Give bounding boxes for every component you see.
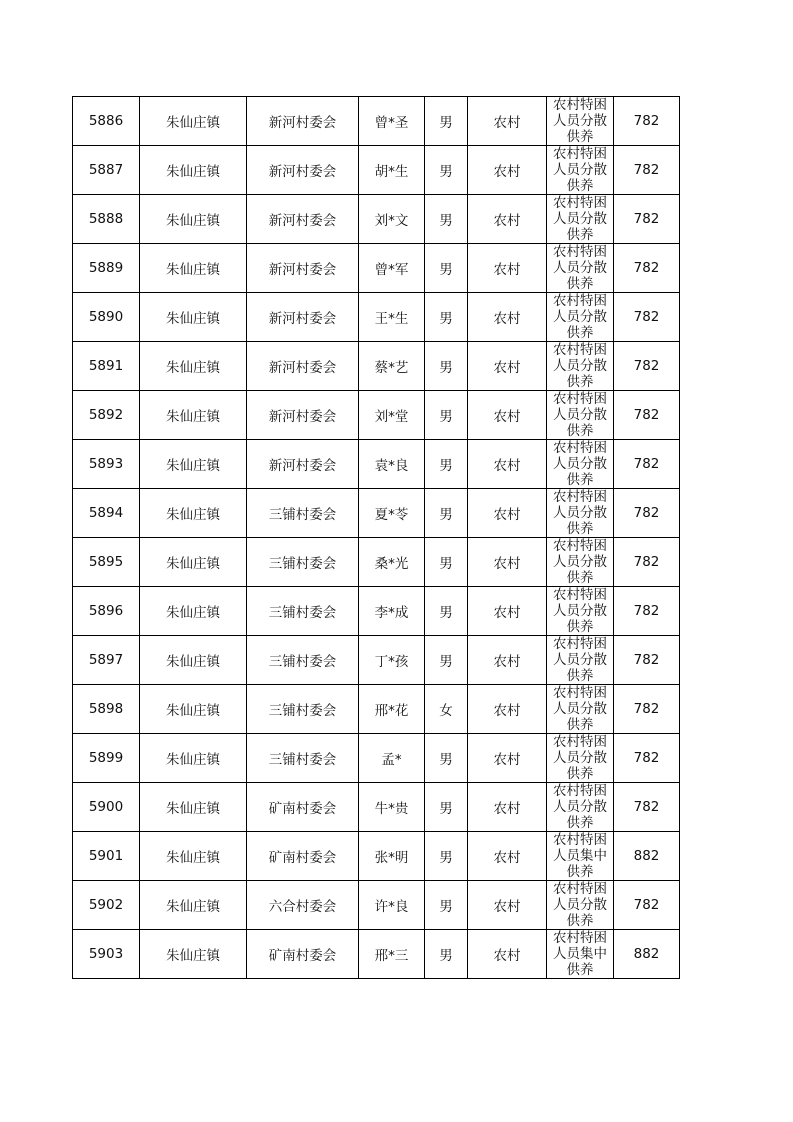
amount-cell: 782 xyxy=(614,391,680,440)
village-cell: 三铺村委会 xyxy=(247,489,359,538)
category-text: 农村特困人员分散供养 xyxy=(553,244,607,292)
category-cell xyxy=(547,293,614,342)
row-number: 5894 xyxy=(73,489,140,538)
category-text: 农村特困人员集中供养 xyxy=(553,832,607,880)
row-number: 5900 xyxy=(73,783,140,832)
category-cell xyxy=(547,881,614,930)
table-row xyxy=(73,734,680,783)
category-cell xyxy=(547,244,614,293)
gender-cell: 男 xyxy=(425,538,468,587)
table-row xyxy=(73,489,680,538)
town-cell: 朱仙庄镇 xyxy=(140,97,247,146)
person-name-cell: 邢*三 xyxy=(359,930,425,979)
gender-cell: 男 xyxy=(425,636,468,685)
category-text: 农村特困人员分散供养 xyxy=(553,195,607,243)
village-cell: 新河村委会 xyxy=(247,97,359,146)
village-cell: 新河村委会 xyxy=(247,244,359,293)
person-name-cell: 曾*军 xyxy=(359,244,425,293)
gender-cell: 男 xyxy=(425,734,468,783)
town-cell: 朱仙庄镇 xyxy=(140,832,247,881)
category-text: 农村特困人员分散供养 xyxy=(553,342,607,390)
amount-cell: 782 xyxy=(614,587,680,636)
area-cell: 农村 xyxy=(468,146,547,195)
town-cell: 朱仙庄镇 xyxy=(140,636,247,685)
row-number: 5889 xyxy=(73,244,140,293)
records-body xyxy=(73,97,680,979)
table-row xyxy=(73,636,680,685)
person-name-cell: 夏*苓 xyxy=(359,489,425,538)
town-cell: 朱仙庄镇 xyxy=(140,538,247,587)
row-number: 5890 xyxy=(73,293,140,342)
amount-cell: 782 xyxy=(614,97,680,146)
category-cell xyxy=(547,685,614,734)
row-number: 5899 xyxy=(73,734,140,783)
amount-cell: 782 xyxy=(614,636,680,685)
row-number: 5886 xyxy=(73,97,140,146)
category-cell xyxy=(547,832,614,881)
table-row xyxy=(73,930,680,979)
area-cell: 农村 xyxy=(468,391,547,440)
category-cell xyxy=(547,97,614,146)
table-row xyxy=(73,391,680,440)
person-name-cell: 邢*花 xyxy=(359,685,425,734)
table-row xyxy=(73,440,680,489)
person-name-cell: 曾*圣 xyxy=(359,97,425,146)
row-number: 5896 xyxy=(73,587,140,636)
gender-cell: 男 xyxy=(425,97,468,146)
gender-cell: 男 xyxy=(425,391,468,440)
area-cell: 农村 xyxy=(468,97,547,146)
category-cell xyxy=(547,489,614,538)
area-cell: 农村 xyxy=(468,489,547,538)
village-cell: 新河村委会 xyxy=(247,195,359,244)
person-name-cell: 袁*良 xyxy=(359,440,425,489)
category-text: 农村特困人员分散供养 xyxy=(553,734,607,782)
village-cell: 三铺村委会 xyxy=(247,685,359,734)
table-row xyxy=(73,685,680,734)
category-cell xyxy=(547,342,614,391)
row-number: 5903 xyxy=(73,930,140,979)
area-cell: 农村 xyxy=(468,293,547,342)
gender-cell: 男 xyxy=(425,587,468,636)
amount-cell: 782 xyxy=(614,440,680,489)
village-cell: 三铺村委会 xyxy=(247,538,359,587)
amount-cell: 782 xyxy=(614,685,680,734)
amount-cell: 782 xyxy=(614,342,680,391)
gender-cell: 男 xyxy=(425,440,468,489)
table-row xyxy=(73,881,680,930)
town-cell: 朱仙庄镇 xyxy=(140,391,247,440)
person-name-cell: 丁*孩 xyxy=(359,636,425,685)
person-name-cell: 刘*文 xyxy=(359,195,425,244)
town-cell: 朱仙庄镇 xyxy=(140,783,247,832)
gender-cell: 男 xyxy=(425,146,468,195)
person-name-cell: 蔡*艺 xyxy=(359,342,425,391)
category-text: 农村特困人员分散供养 xyxy=(553,293,607,341)
area-cell: 农村 xyxy=(468,636,547,685)
gender-cell: 男 xyxy=(425,832,468,881)
amount-cell: 782 xyxy=(614,881,680,930)
town-cell: 朱仙庄镇 xyxy=(140,146,247,195)
village-cell: 矿南村委会 xyxy=(247,832,359,881)
person-name-cell: 孟* xyxy=(359,734,425,783)
amount-cell: 782 xyxy=(614,538,680,587)
person-name-cell: 刘*堂 xyxy=(359,391,425,440)
village-cell: 新河村委会 xyxy=(247,293,359,342)
town-cell: 朱仙庄镇 xyxy=(140,881,247,930)
area-cell: 农村 xyxy=(468,734,547,783)
area-cell: 农村 xyxy=(468,195,547,244)
person-name-cell: 李*成 xyxy=(359,587,425,636)
town-cell: 朱仙庄镇 xyxy=(140,489,247,538)
category-text: 农村特困人员集中供养 xyxy=(553,930,607,978)
area-cell: 农村 xyxy=(468,930,547,979)
category-text: 农村特困人员分散供养 xyxy=(553,636,607,684)
village-cell: 新河村委会 xyxy=(247,391,359,440)
row-number: 5898 xyxy=(73,685,140,734)
town-cell: 朱仙庄镇 xyxy=(140,440,247,489)
person-name-cell: 张*明 xyxy=(359,832,425,881)
category-cell xyxy=(547,930,614,979)
gender-cell: 男 xyxy=(425,195,468,244)
area-cell: 农村 xyxy=(468,538,547,587)
village-cell: 六合村委会 xyxy=(247,881,359,930)
area-cell: 农村 xyxy=(468,244,547,293)
table-row xyxy=(73,342,680,391)
category-text: 农村特困人员分散供养 xyxy=(553,538,607,586)
row-number: 5888 xyxy=(73,195,140,244)
amount-cell: 782 xyxy=(614,293,680,342)
town-cell: 朱仙庄镇 xyxy=(140,293,247,342)
table-row xyxy=(73,195,680,244)
town-cell: 朱仙庄镇 xyxy=(140,685,247,734)
category-cell xyxy=(547,783,614,832)
category-text: 农村特困人员分散供养 xyxy=(553,685,607,733)
table-row xyxy=(73,293,680,342)
amount-cell: 882 xyxy=(614,930,680,979)
category-cell xyxy=(547,587,614,636)
category-text: 农村特困人员分散供养 xyxy=(553,587,607,635)
category-cell xyxy=(547,195,614,244)
town-cell: 朱仙庄镇 xyxy=(140,195,247,244)
amount-cell: 782 xyxy=(614,783,680,832)
person-name-cell: 桑*光 xyxy=(359,538,425,587)
row-number: 5893 xyxy=(73,440,140,489)
row-number: 5891 xyxy=(73,342,140,391)
table-row xyxy=(73,832,680,881)
village-cell: 新河村委会 xyxy=(247,440,359,489)
area-cell: 农村 xyxy=(468,685,547,734)
amount-cell: 782 xyxy=(614,489,680,538)
gender-cell: 男 xyxy=(425,489,468,538)
row-number: 5895 xyxy=(73,538,140,587)
category-cell xyxy=(547,734,614,783)
category-cell xyxy=(547,636,614,685)
gender-cell: 男 xyxy=(425,342,468,391)
village-cell: 矿南村委会 xyxy=(247,783,359,832)
gender-cell: 女 xyxy=(425,685,468,734)
area-cell: 农村 xyxy=(468,881,547,930)
village-cell: 三铺村委会 xyxy=(247,734,359,783)
town-cell: 朱仙庄镇 xyxy=(140,244,247,293)
category-text: 农村特困人员分散供养 xyxy=(553,146,607,194)
category-text: 农村特困人员分散供养 xyxy=(553,783,607,831)
gender-cell: 男 xyxy=(425,930,468,979)
area-cell: 农村 xyxy=(468,440,547,489)
category-text: 农村特困人员分散供养 xyxy=(553,391,607,439)
category-text: 农村特困人员分散供养 xyxy=(553,881,607,929)
records-table xyxy=(72,96,680,979)
person-name-cell: 王*生 xyxy=(359,293,425,342)
category-text: 农村特困人员分散供养 xyxy=(553,97,607,145)
area-cell: 农村 xyxy=(468,783,547,832)
gender-cell: 男 xyxy=(425,783,468,832)
table-row xyxy=(73,783,680,832)
village-cell: 三铺村委会 xyxy=(247,587,359,636)
category-cell xyxy=(547,391,614,440)
village-cell: 三铺村委会 xyxy=(247,636,359,685)
category-cell xyxy=(547,538,614,587)
table-row xyxy=(73,244,680,293)
person-name-cell: 胡*生 xyxy=(359,146,425,195)
area-cell: 农村 xyxy=(468,342,547,391)
area-cell: 农村 xyxy=(468,832,547,881)
area-cell: 农村 xyxy=(468,587,547,636)
amount-cell: 782 xyxy=(614,146,680,195)
category-text: 农村特困人员分散供养 xyxy=(553,440,607,488)
category-text: 农村特困人员分散供养 xyxy=(553,489,607,537)
gender-cell: 男 xyxy=(425,881,468,930)
row-number: 5887 xyxy=(73,146,140,195)
table-row xyxy=(73,146,680,195)
town-cell: 朱仙庄镇 xyxy=(140,930,247,979)
village-cell: 新河村委会 xyxy=(247,342,359,391)
table-row xyxy=(73,97,680,146)
category-cell xyxy=(547,146,614,195)
gender-cell: 男 xyxy=(425,244,468,293)
amount-cell: 782 xyxy=(614,734,680,783)
person-name-cell: 牛*贵 xyxy=(359,783,425,832)
gender-cell: 男 xyxy=(425,293,468,342)
table-row xyxy=(73,538,680,587)
category-cell xyxy=(547,440,614,489)
village-cell: 矿南村委会 xyxy=(247,930,359,979)
row-number: 5897 xyxy=(73,636,140,685)
row-number: 5901 xyxy=(73,832,140,881)
town-cell: 朱仙庄镇 xyxy=(140,342,247,391)
table-row xyxy=(73,587,680,636)
town-cell: 朱仙庄镇 xyxy=(140,734,247,783)
amount-cell: 882 xyxy=(614,832,680,881)
person-name-cell: 许*良 xyxy=(359,881,425,930)
amount-cell: 782 xyxy=(614,195,680,244)
amount-cell: 782 xyxy=(614,244,680,293)
village-cell: 新河村委会 xyxy=(247,146,359,195)
row-number: 5902 xyxy=(73,881,140,930)
row-number: 5892 xyxy=(73,391,140,440)
town-cell: 朱仙庄镇 xyxy=(140,587,247,636)
